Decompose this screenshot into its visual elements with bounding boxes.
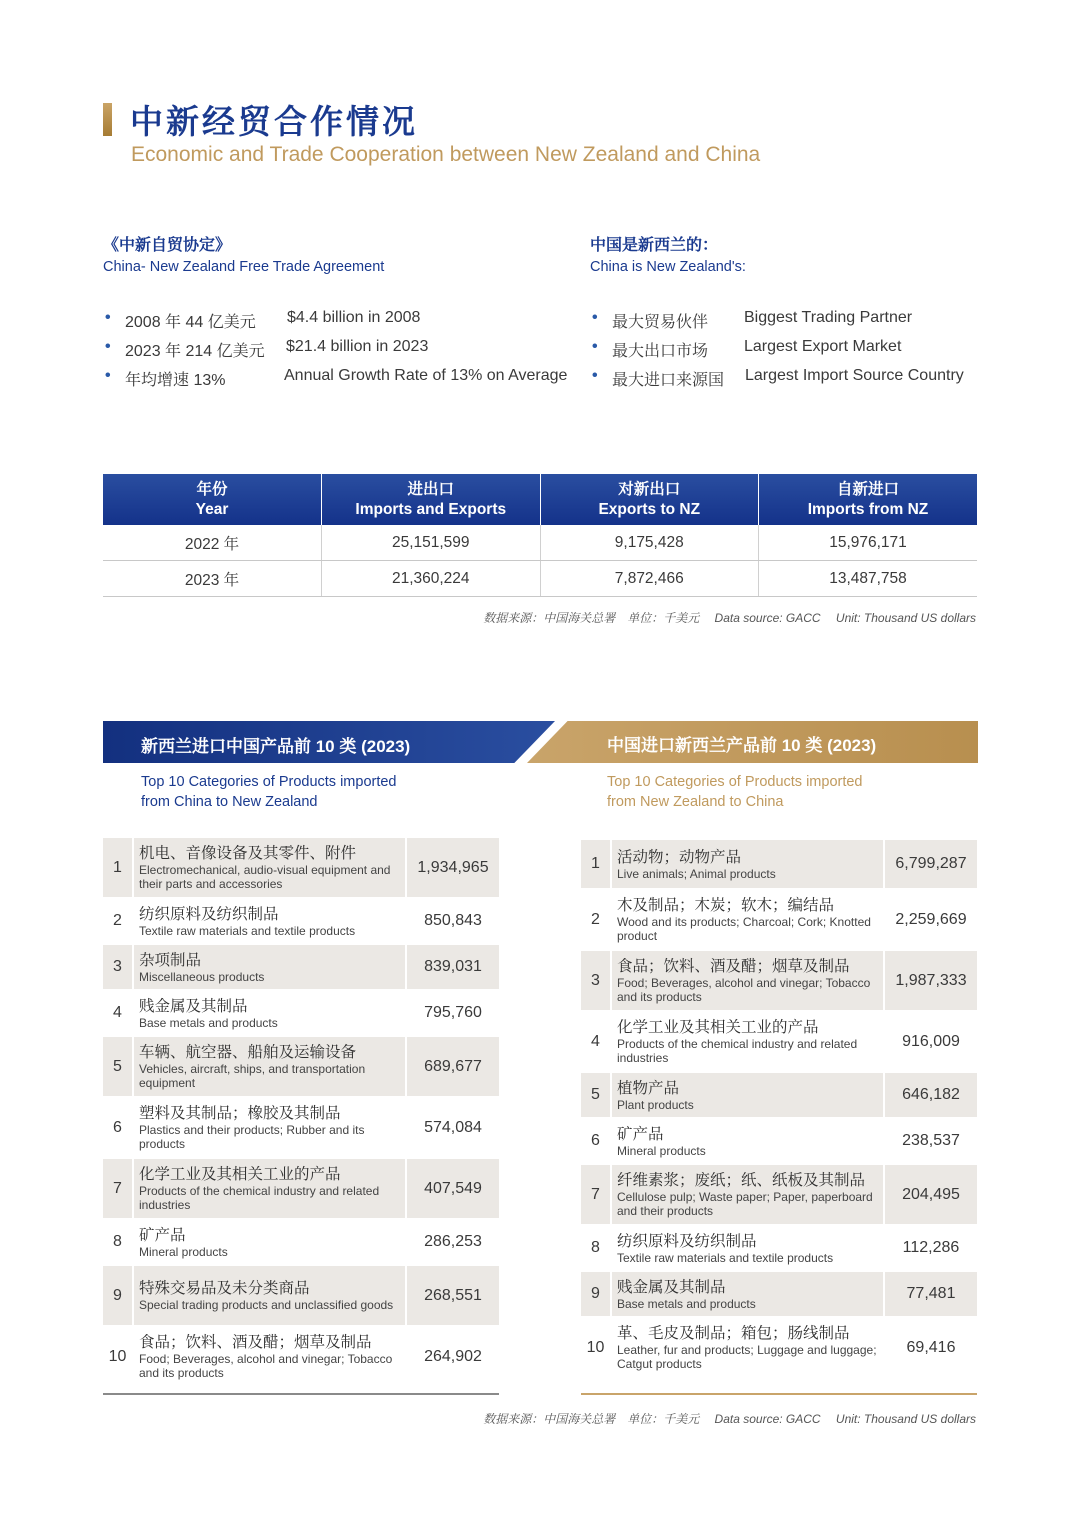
bullet-icon: •: [105, 309, 111, 326]
category-name-en: Electromechanical, audio-visual equipment and their parts and accessories: [139, 863, 391, 891]
rank-cell: 10: [581, 1318, 612, 1377]
rank-cell: 1: [103, 838, 134, 897]
category-name-zh: 纺织原料及纺织制品: [617, 1232, 757, 1250]
table-row: [103, 561, 977, 597]
value-cell: 574,084: [424, 1118, 482, 1136]
category-name-en: Food; Beverages, alcohol and vinegar; Tobacco and its products: [139, 1352, 393, 1380]
total-cell: 21,360,224: [322, 561, 541, 597]
bullet-icon: •: [592, 338, 598, 355]
category-cell: [612, 1073, 885, 1117]
fta-item-zh: 2023 年 214 亿美元: [125, 343, 265, 360]
value-cell: 839,031: [407, 945, 499, 989]
value-cell: 2,259,669: [895, 910, 967, 928]
category-cell: [612, 1272, 885, 1316]
cn-imports-table: [581, 838, 977, 1379]
exports-cell: 9,175,428: [540, 525, 759, 561]
table-row: [581, 1226, 977, 1270]
value-cell: 916,009: [902, 1032, 960, 1050]
category-name-en: Textile raw materials and textile products: [617, 1250, 834, 1265]
table-row: [581, 951, 977, 1010]
rank-cell: 10: [103, 1327, 134, 1386]
value-cell: 268,551: [407, 1266, 499, 1325]
china-is-heading-zh: 中国是新西兰的：: [590, 237, 719, 254]
category-name-en: Textile raw materials and textile products: [139, 923, 356, 938]
table-row: [103, 899, 499, 943]
fta-item-en: $21.4 billion in 2023: [286, 338, 429, 355]
category-cell: [612, 951, 885, 1010]
category-name-zh: 木及制品；木炭；软木；编结品: [617, 897, 835, 914]
china-is-item-zh: 最大出口市场: [612, 343, 709, 360]
table-row: [581, 840, 977, 888]
rank-cell: 2: [103, 899, 134, 943]
category-name-en: Special trading products and unclassified goods: [139, 1298, 394, 1312]
china-is-item: [592, 309, 992, 333]
category-name-zh: 矿产品: [139, 1226, 186, 1244]
rank-cell: 4: [581, 1012, 612, 1071]
china-is-item: [592, 338, 992, 362]
fta-item: [105, 338, 585, 362]
china-is-item-en: Largest Import Source Country: [745, 367, 964, 384]
category-cell: [134, 1327, 407, 1386]
fta-item-en: $4.4 billion in 2008: [287, 309, 421, 326]
category-name-en: Cellulose pulp; Waste paper; Paper, paperboard and their products: [617, 1190, 873, 1218]
category-cell: [134, 1266, 407, 1325]
category-cell: [134, 1037, 407, 1096]
table-row: [103, 1266, 499, 1325]
exports-cell: 7,872,466: [540, 561, 759, 597]
rank-cell: 3: [581, 951, 612, 1010]
col-header-total: 进出口 Imports and Exports: [322, 474, 541, 525]
table-row: [103, 1098, 499, 1157]
value-cell: 112,286: [902, 1239, 960, 1256]
category-cell: [134, 899, 407, 943]
rank-cell: 7: [103, 1159, 134, 1218]
fta-heading-zh: 《中新自贸协定》: [103, 237, 232, 254]
table-row: [581, 890, 977, 949]
imports-cell: 13,487,758: [759, 561, 978, 597]
rank-cell: 7: [581, 1165, 612, 1224]
rank-cell: 6: [103, 1098, 134, 1157]
category-name-en: Base metals and products: [139, 1015, 278, 1030]
value-cell: 286,253: [424, 1233, 482, 1250]
cn-table-underline: [581, 1393, 977, 1395]
category-name-en: Mineral products: [617, 1143, 706, 1158]
table-row: [103, 991, 499, 1035]
nz-imports-title: 新西兰进口中国产品前 10 类 (2023): [141, 737, 411, 756]
trade-summary-table: [103, 474, 977, 597]
year-cell: 2023 年: [103, 561, 322, 597]
imports-cell: 15,976,171: [759, 525, 978, 561]
rank-cell: 2: [581, 890, 612, 949]
category-cell: [612, 840, 885, 888]
china-is-heading-en: China is New Zealand's:: [590, 259, 746, 275]
category-cell: [134, 1220, 407, 1264]
value-cell: 1,934,965: [407, 838, 499, 897]
rank-cell: 4: [103, 991, 134, 1035]
category-name-en: Base metals and products: [617, 1296, 756, 1311]
value-cell: 407,549: [407, 1159, 499, 1218]
value-cell: 69,416: [906, 1338, 956, 1356]
source-note-bottom: 数据来源：中国海关总署 单位：千美元 Data source: GACC Unit: Thousand US dollars: [483, 1412, 976, 1426]
table-row: [581, 1012, 977, 1071]
category-name-zh: 贱金属及其制品: [617, 1278, 726, 1296]
category-name-zh: 纤维素浆；废纸；纸、纸板及其制品: [617, 1172, 866, 1189]
china-is-item-en: Biggest Trading Partner: [744, 309, 913, 326]
china-is-item: [592, 367, 992, 391]
col-header-exports: 对新出口 Exports to NZ: [540, 474, 759, 525]
value-cell: 264,902: [424, 1347, 482, 1365]
category-name-en: Vehicles, aircraft, ships, and transportation equipment: [139, 1062, 366, 1090]
fta-item-zh: 2008 年 44 亿美元: [125, 314, 256, 331]
china-is-item-zh: 最大贸易伙伴: [612, 314, 709, 331]
category-name-zh: 车辆、航空器、船舶及运输设备: [139, 1044, 357, 1061]
rank-cell: 9: [581, 1272, 612, 1316]
table-row: [581, 1165, 977, 1224]
table-row: [103, 525, 977, 561]
china-is-item-zh: 最大进口来源国: [612, 372, 725, 389]
category-name-zh: 食品；饮料、酒及醋；烟草及制品: [139, 1334, 372, 1351]
total-cell: 25,151,599: [322, 525, 541, 561]
category-name-zh: 矿产品: [617, 1125, 664, 1143]
table-header-row: [103, 474, 977, 525]
value-cell: 204,495: [885, 1165, 977, 1224]
fta-item-en: Annual Growth Rate of 13% on Average: [284, 367, 568, 384]
category-name-en: Miscellaneous products: [139, 969, 265, 984]
value-cell: 795,760: [424, 1004, 482, 1021]
rank-cell: 6: [581, 1119, 612, 1163]
table-row: [103, 1159, 499, 1218]
rank-cell: 8: [103, 1220, 134, 1264]
category-cell: [134, 838, 407, 897]
rank-cell: 8: [581, 1226, 612, 1270]
source-note: 数据来源：中国海关总署 单位：千美元 Data source: GACC Unit: Thousand US dollars: [483, 611, 976, 625]
category-cell: [134, 1098, 407, 1157]
col-header-imports: 自新进口 Imports from NZ: [759, 474, 978, 525]
category-name-en: Live animals; Animal products: [617, 866, 776, 881]
table-row: [103, 945, 499, 989]
bullet-icon: •: [592, 367, 598, 384]
category-cell: [612, 1226, 885, 1270]
category-name-en: Food; Beverages, alcohol and vinegar; Tobacco and its products: [617, 976, 871, 1004]
table-row: [581, 1318, 977, 1377]
nz-imports-subtitle: Top 10 Categories of Products imported from China to New Zealand: [141, 774, 397, 810]
category-cell: [612, 890, 885, 949]
fta-item: [105, 367, 585, 391]
cn-imports-title: 中国进口新西兰产品前 10 类 (2023): [607, 736, 877, 755]
category-cell: [612, 1318, 885, 1377]
table-row: [103, 1327, 499, 1386]
category-name-en: Plastics and their products; Rubber and its products: [139, 1123, 365, 1151]
category-cell: [134, 1159, 407, 1218]
col-header-year: 年份 Year: [103, 474, 322, 525]
category-name-zh: 化学工业及其相关工业的产品: [617, 1019, 819, 1036]
value-cell: 850,843: [424, 912, 482, 929]
rank-cell: 1: [581, 840, 612, 888]
year-cell: 2022 年: [103, 525, 322, 561]
rank-cell: 5: [581, 1073, 612, 1117]
category-name-zh: 机电、音像设备及其零件、附件: [139, 845, 357, 862]
category-cell: [134, 991, 407, 1035]
category-cell: [612, 1165, 885, 1224]
category-name-zh: 特殊交易品及未分类商品: [139, 1280, 310, 1297]
value-cell: 6,799,287: [885, 840, 977, 888]
value-cell: 646,182: [885, 1073, 977, 1117]
table-row: [581, 1073, 977, 1117]
value-cell: 1,987,333: [885, 951, 977, 1010]
category-name-en: Wood and its products; Charcoal; Cork; Knotted product: [617, 915, 871, 943]
table-row: [103, 1037, 499, 1096]
bullet-icon: •: [105, 367, 111, 384]
table-row: [581, 1272, 977, 1316]
category-name-en: Products of the chemical industry and related industries: [617, 1037, 858, 1065]
category-cell: [134, 945, 407, 989]
category-name-zh: 食品；饮料、酒及醋；烟草及制品: [617, 958, 850, 975]
category-name-zh: 化学工业及其相关工业的产品: [139, 1166, 341, 1183]
rank-cell: 9: [103, 1266, 134, 1325]
nz-table-underline: [103, 1393, 499, 1395]
value-cell: 77,481: [885, 1272, 977, 1316]
page-title-zh: 中新经贸合作情况: [130, 103, 418, 140]
category-name-zh: 纺织原料及纺织制品: [139, 905, 279, 923]
title-accent-bar: [103, 103, 112, 136]
value-cell: 689,677: [407, 1037, 499, 1096]
rank-cell: 5: [103, 1037, 134, 1096]
category-name-en: Plant products: [617, 1097, 694, 1112]
china-is-item-en: Largest Export Market: [744, 338, 902, 355]
fta-heading-en: China- New Zealand Free Trade Agreement: [103, 259, 385, 275]
fta-item-zh: 年均增速 13%: [125, 372, 226, 389]
fta-item: [105, 309, 585, 333]
bullet-icon: •: [105, 338, 111, 355]
category-cell: [612, 1119, 885, 1163]
category-name-zh: 活动物；动物产品: [617, 848, 742, 866]
nz-imports-table: [103, 836, 499, 1388]
table-row: [103, 838, 499, 897]
category-name-en: Products of the chemical industry and related industries: [139, 1184, 380, 1212]
table-row: [581, 1119, 977, 1163]
value-cell: 238,537: [902, 1132, 960, 1149]
page-title-en: Economic and Trade Cooperation between New Zealand and China: [131, 143, 761, 166]
category-name-zh: 塑料及其制品；橡胶及其制品: [139, 1105, 341, 1122]
category-name-zh: 贱金属及其制品: [139, 997, 248, 1015]
category-name-en: Leather, fur and products; Luggage and luggage; Catgut products: [617, 1343, 877, 1371]
category-cell: [612, 1012, 885, 1071]
category-name-en: Mineral products: [139, 1244, 228, 1259]
category-name-zh: 革、毛皮及制品；箱包；肠线制品: [617, 1325, 850, 1342]
category-name-zh: 植物产品: [617, 1079, 680, 1097]
table-row: [103, 1220, 499, 1264]
bullet-icon: •: [592, 309, 598, 326]
cn-imports-subtitle: Top 10 Categories of Products imported from New Zealand to China: [607, 774, 863, 810]
rank-cell: 3: [103, 945, 134, 989]
category-name-zh: 杂项制品: [139, 951, 202, 969]
